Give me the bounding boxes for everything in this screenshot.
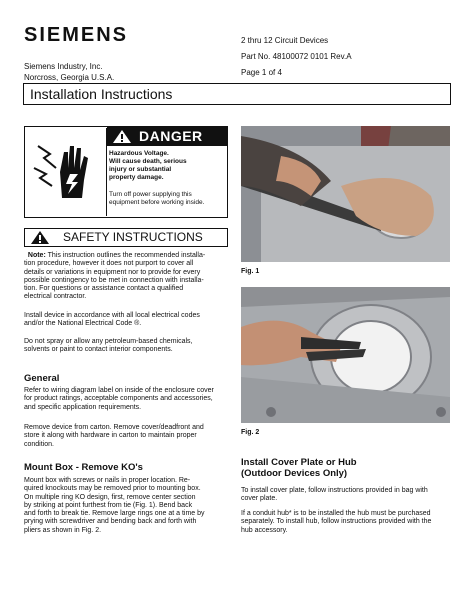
figure-1-caption: Fig. 1 bbox=[241, 268, 260, 275]
text-line: for product ratings, acceptable components and accessories, bbox=[24, 395, 213, 403]
text-line: store it along with hardware in carton to maintain proper bbox=[24, 432, 197, 440]
note-line: details or variations in equipment nor to provide for every bbox=[24, 268, 201, 276]
text-line: hub accessory. bbox=[241, 526, 288, 534]
text-line: and forth to break tie. Remove large rings one at a time by bbox=[24, 510, 205, 518]
title-box bbox=[23, 83, 451, 105]
text-line: separately. To install hub, follow instructions provided with the bbox=[241, 518, 432, 526]
text-line: cover plate. bbox=[241, 495, 278, 503]
cover-paragraph-2 bbox=[241, 510, 456, 535]
note-label: Note: bbox=[27, 252, 46, 259]
text-line: by striking at point furthest from tie (Fig. 1). Bend back bbox=[24, 501, 193, 509]
warning-triangle-icon bbox=[113, 130, 131, 143]
text-line: Do not spray or allow any petroleum-based chemicals, bbox=[24, 338, 193, 345]
heading-line: Install Cover Plate or Hub bbox=[241, 457, 357, 468]
code-paragraph bbox=[24, 312, 230, 329]
text-line: pliers as shown in Fig. 2. bbox=[24, 526, 102, 534]
general-heading: General bbox=[24, 373, 60, 384]
cover-plate-heading bbox=[241, 457, 357, 479]
part-number: Part No. 48100072 0101 Rev.A bbox=[241, 52, 352, 61]
mount-box-paragraph bbox=[24, 477, 230, 535]
safety-label: SAFETY INSTRUCTIONS bbox=[63, 230, 203, 244]
text-line: prying with screwdriver and bending back and forth with bbox=[24, 518, 197, 526]
chemical-warning-paragraph bbox=[24, 338, 230, 355]
danger-line: Hazardous Voltage. bbox=[109, 150, 169, 157]
text-line: and/or the National Electrical Code ®. bbox=[24, 320, 142, 328]
text-line: Remove device from carton. Remove cover/deadfront and bbox=[24, 424, 204, 431]
note-paragraph bbox=[24, 252, 230, 302]
danger-note-line: equipment before working inside. bbox=[109, 199, 205, 206]
text-line: On multiple ring KO design, first, remove center section bbox=[24, 493, 196, 501]
note-line: This instruction outlines the recommended installa- bbox=[47, 252, 206, 259]
text-line bbox=[24, 252, 230, 260]
heading-line: (Outdoor Devices Only) bbox=[241, 468, 348, 479]
danger-line: injury or substantial bbox=[109, 166, 172, 173]
electric-shock-hand-icon bbox=[26, 128, 107, 216]
danger-message bbox=[109, 150, 225, 207]
figure-2-caption: Fig. 2 bbox=[241, 429, 260, 436]
text-line: Mount box with screws or nails in proper location. Re- bbox=[24, 477, 191, 484]
warning-triangle-icon bbox=[31, 231, 49, 244]
text-line: solvents or paint to contact interior components. bbox=[24, 346, 173, 354]
note-line: tion. For questions or assistance contact a qualified bbox=[24, 285, 184, 293]
danger-note-line: Turn off power supplying this bbox=[109, 191, 192, 198]
note-line: tion procedure, however it does not purport to cover all bbox=[24, 260, 194, 268]
text-line: If a conduit hub* is to be installed the hub must be purchased bbox=[241, 510, 431, 517]
text-line: and specific application requirements. bbox=[24, 403, 142, 411]
product-line: 2 thru 12 Circuit Devices bbox=[241, 36, 329, 45]
danger-box bbox=[24, 126, 228, 218]
page-number: Page 1 of 4 bbox=[241, 68, 282, 77]
page-title: Installation Instructions bbox=[30, 86, 173, 102]
note-line: electrical contractor. bbox=[24, 293, 87, 301]
danger-line: Will cause death, serious bbox=[109, 158, 187, 165]
danger-header bbox=[107, 127, 227, 146]
general-paragraph-1 bbox=[24, 387, 230, 412]
danger-line: property damage. bbox=[109, 174, 164, 181]
company-address bbox=[24, 61, 114, 83]
text-line: To install cover plate, follow instructions provided in bag with bbox=[241, 487, 428, 494]
figure-2-photo bbox=[241, 287, 450, 423]
text-line: Refer to wiring diagram label on inside of the enclosure cover bbox=[24, 387, 214, 394]
danger-label: DANGER bbox=[139, 128, 203, 144]
note-line: possible contingency to be met in connection with installa- bbox=[24, 276, 204, 284]
figure-1-photo bbox=[241, 126, 450, 262]
safety-instructions-box bbox=[24, 228, 228, 247]
company-location: Norcross, Georgia U.S.A. bbox=[24, 73, 115, 82]
text-line: quired knockouts may be removed prior to mounting box. bbox=[24, 485, 201, 493]
text-line: condition. bbox=[24, 440, 54, 448]
mount-box-heading: Mount Box - Remove KO's bbox=[24, 462, 143, 473]
siemens-logo: SIEMENS bbox=[24, 24, 129, 46]
document-meta bbox=[241, 33, 352, 81]
cover-paragraph-1 bbox=[241, 487, 456, 504]
company-name: Siemens Industry, Inc. bbox=[24, 62, 103, 71]
text-line: Install device in accordance with all local electrical codes bbox=[24, 312, 200, 319]
general-paragraph-2 bbox=[24, 424, 230, 449]
